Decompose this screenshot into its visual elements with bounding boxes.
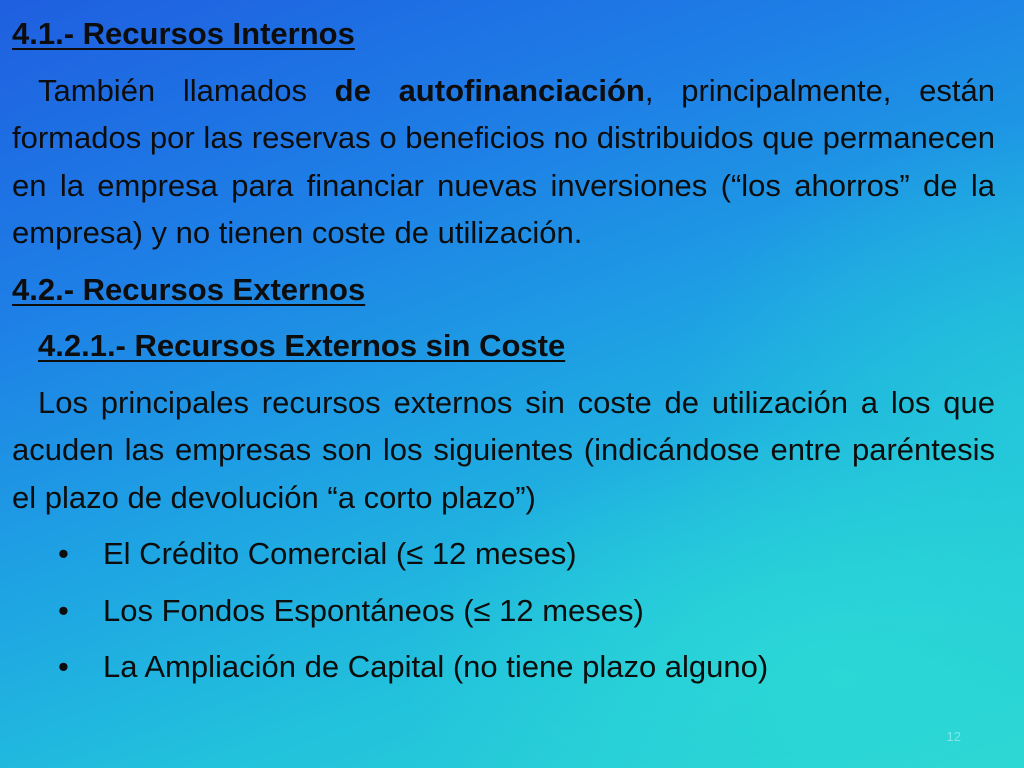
paragraph-text: Los principales recursos externos sin coste de utilización a los que acuden las empresas son los siguientes (indicándose entre paréntesis el plazo de devolución “a corto plazo”)	[12, 384, 995, 515]
list-item	[12, 530, 995, 578]
list-item-text: El Crédito Comercial (≤ 12 meses)	[103, 536, 577, 571]
paragraph-recursos-externos	[12, 379, 995, 522]
subsection-heading-sin-coste	[38, 322, 995, 370]
bullet-icon: •	[58, 592, 69, 628]
bullet-list	[12, 530, 995, 691]
slide-content	[12, 10, 995, 700]
paragraph-text-start: También llamados	[38, 72, 335, 108]
bullet-icon: •	[58, 649, 69, 684]
list-item-text: Los Fondos Espontáneos (≤ 12 meses)	[103, 592, 644, 628]
bullet-icon: •	[58, 536, 69, 571]
subsection-heading-text: 4.2.1.- Recursos Externos sin Coste	[38, 328, 566, 363]
paragraph-bold-term: de autofinanciación	[334, 72, 645, 108]
list-item-text: La Ampliación de Capital (no tiene plazo alguno)	[103, 649, 769, 684]
section-heading-recursos-internos	[12, 10, 995, 58]
paragraph-text-end: , principalmente, están formados por las reservas o beneficios no distribuidos que permanecen en la empresa para financiar nuevas inversiones (“los ahorros” de la empresa) y no tienen coste de utilización.	[12, 72, 995, 250]
paragraph-recursos-internos	[12, 67, 995, 257]
section-heading-text: 4.1.- Recursos Internos	[12, 16, 355, 51]
list-item	[12, 587, 995, 635]
section-heading-text: 4.2.- Recursos Externos	[12, 271, 366, 307]
page-number: 12	[946, 729, 961, 744]
list-item	[12, 643, 995, 691]
section-heading-recursos-externos	[12, 266, 995, 314]
